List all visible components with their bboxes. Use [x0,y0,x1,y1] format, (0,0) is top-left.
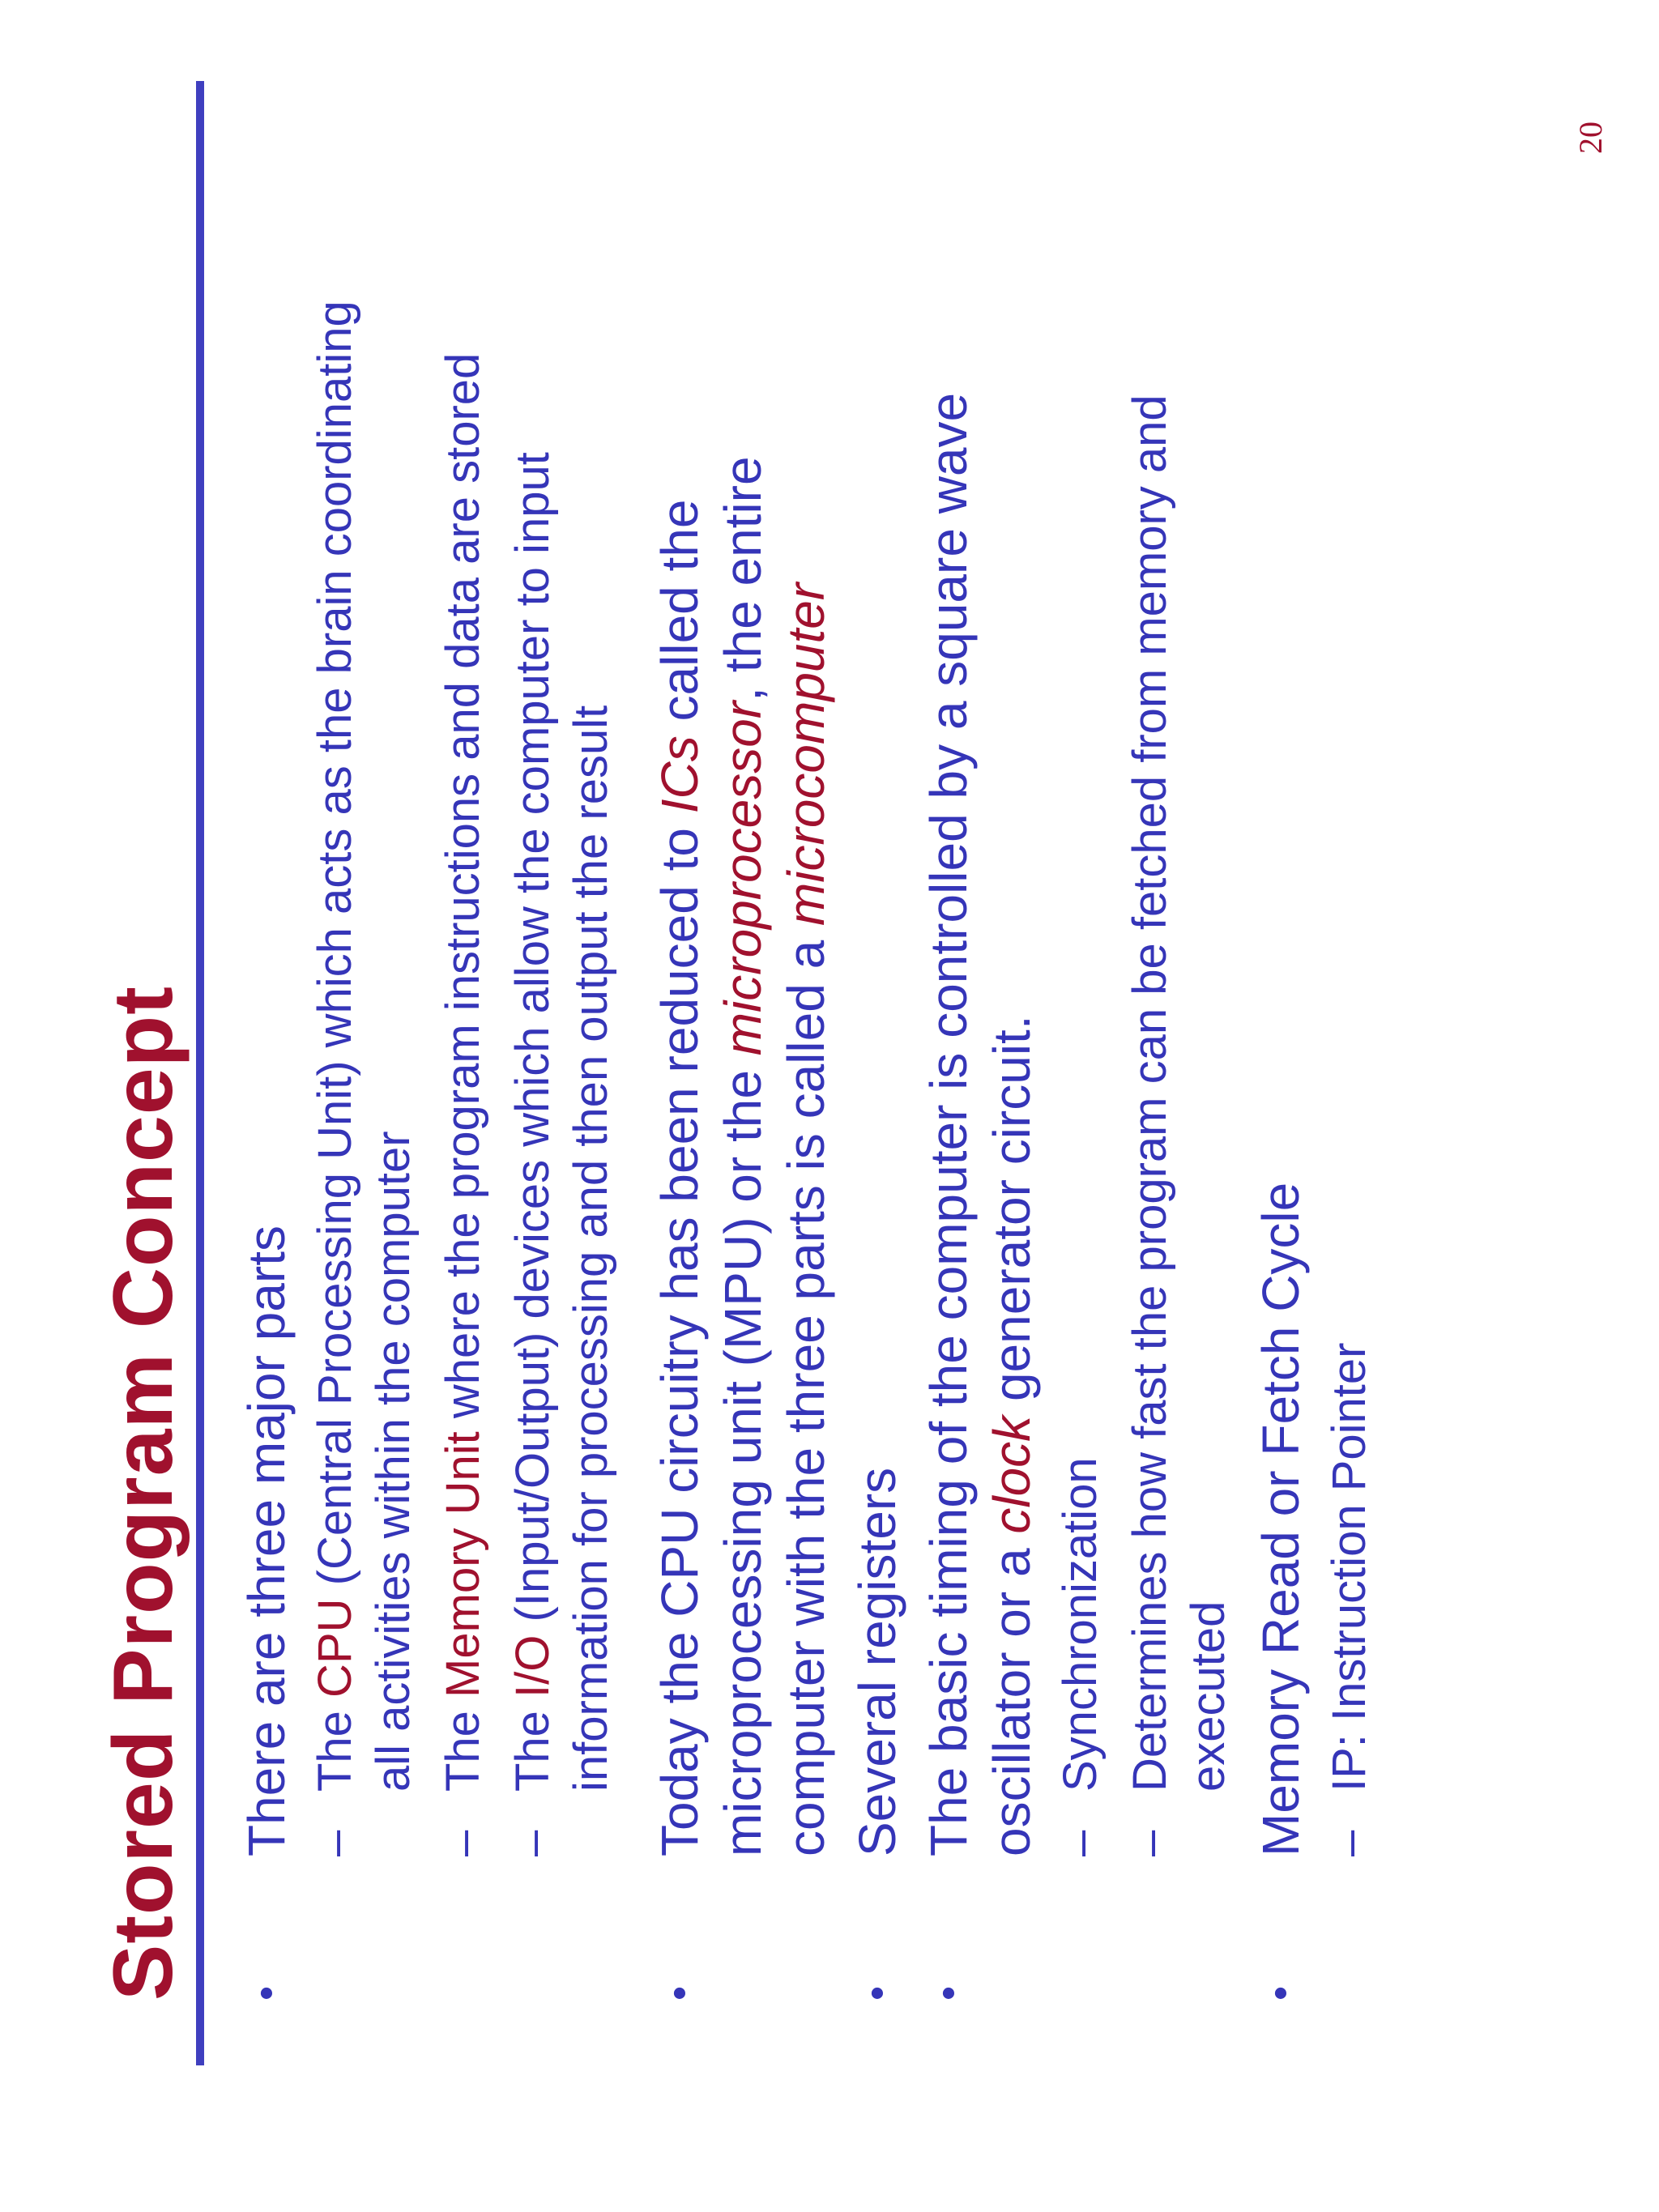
text: , the entire [714,456,772,701]
slide-body [235,97,1390,2001]
bullet-three-parts [235,97,298,2001]
text: The [437,1697,489,1792]
bullet-timing [917,97,1043,2001]
sub-bullet-cpu [306,97,423,2001]
bullet-dot: • [1257,1985,1304,2001]
text: called the [650,499,709,736]
sub-bullet-synchronization [1051,97,1110,2001]
sub-bullet-fetch-speed [1121,97,1238,2001]
text: all activities within the computer [367,1131,420,1792]
dash-marker: – [1124,1830,1176,1856]
text: The basic timing of the computer is controlled by a square wave [919,392,978,1856]
term-memory-unit: Memory Unit [437,1431,489,1698]
dash-marker: – [506,1830,559,1856]
term-ics: ICs [650,735,709,814]
bullet-text: There are three major parts [237,1225,296,1856]
text: Today the CPU circuitry has been reduced to [650,813,709,1856]
text: microprocessing unit (MPU) or the [714,1055,772,1856]
text: The [506,1697,559,1792]
text: executed [1182,1600,1235,1792]
slide [41,49,1636,2122]
bullet-registers [846,97,909,2001]
sub-bullet-io [504,97,621,2001]
title-rule [196,81,204,2065]
dash-marker: – [1323,1830,1375,1856]
text: information for processing and then output the result [565,705,617,1792]
text: (Input/Output) devices which allow the computer to input [506,452,559,1635]
bullet-fetch-cycle [1249,97,1312,2001]
text: Memory Read or Fetch Cycle [1252,1182,1310,1856]
bullet-dot: • [656,1985,703,2001]
page-number: 20 [1572,121,1609,154]
text: oscillator or a [983,1533,1041,1856]
term-cpu: CPU [309,1598,361,1698]
sub-bullet-memory [434,97,493,2001]
dash-marker: – [309,1830,361,1856]
dash-marker: – [1054,1830,1107,1856]
term-clock: clock [983,1415,1041,1534]
bullet-mpu [648,97,838,2001]
bullet-dot: • [854,1985,901,2001]
bullet-dot: • [925,1985,972,2001]
sub-bullet-instruction-pointer [1320,97,1379,2001]
slide-title: Stored Program Concept [96,986,190,2001]
text: Determines how fast the program can be fetched from memory and [1124,394,1176,1792]
term-microcomputer: microcomputer [777,582,835,926]
bullet-dot: • [243,1985,290,2001]
text: generator circuit. [983,1015,1041,1416]
text: (Central Processing Unit) which acts as the brain coordinating [309,300,361,1599]
text: Several registers [848,1467,906,1856]
text: computer with the three parts is called a [777,926,835,1856]
text: IP: Instruction Pointer [1323,1342,1375,1792]
dash-marker: – [437,1830,489,1856]
text: The [309,1697,361,1792]
text: Synchronization [1054,1457,1107,1792]
term-io: I/O [506,1634,559,1698]
term-microprocessor: microprocessor [714,701,772,1056]
text: where the program instructions and data are stored [437,352,489,1432]
